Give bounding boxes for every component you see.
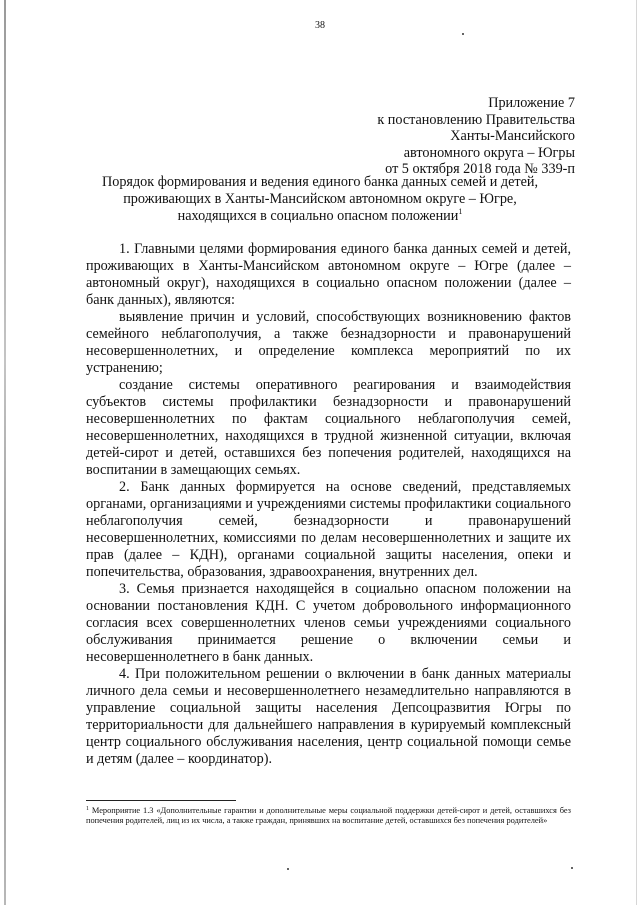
appendix-line: Приложение 7	[488, 95, 575, 111]
footnote-mark: 1	[86, 806, 89, 812]
title-line: проживающих в Ханты-Мансийском автономном округе – Югре,	[123, 191, 517, 207]
paragraph-1: 1. Главными целями формирования единого банка данных семей и детей, проживающих в Ханты-Мансийском автономном округе – Югре (далее – автономный округ), находящихся в социально опасном положении (далее – банк данных), являются:	[86, 241, 571, 308]
scan-edge-right	[636, 0, 637, 905]
appendix-line: от 5 октября 2018 года № 339-п	[385, 161, 575, 178]
appendix-block	[235, 95, 575, 178]
appendix-line: Ханты-Мансийского	[450, 128, 575, 145]
appendix-line: автономного округа – Югры	[403, 144, 575, 161]
paragraph-2: 2. Банк данных формируется на основе сведений, представляемых органами, организациями и учреждениями системы профилактики социального неблагополучия семей, безнадзорности и правонарушений несовершеннолетних, комиссиями по делам несовершеннолетних и защите их прав (далее – КДН), органами социальной защиты населения, опеки и попечительства, образования, здравоохранения, внутренних дел.	[86, 479, 571, 580]
footnote-reference: 1	[458, 207, 463, 216]
footnote-text: Мероприятие 1.3 «Дополнительные гарантии и дополнительные меры социальной поддержки детей-сирот и детей, оставшихся без попечения родителей, лиц из их числа, а также граждан, принявших на воспитание детей, оставшихся без попечения родителей»	[86, 806, 571, 825]
page-number: 38	[315, 20, 325, 31]
appendix-line: к постановлению Правительства	[377, 111, 575, 128]
paragraph-goal-2: создание системы оперативного реагирования и взаимодействия субъектов системы профилактики безнадзорности и правонарушений несовершеннолетних по фактам социального неблагополучия семей, несовершеннолетних, находящихся в трудной жизненной ситуации, включая детей-сирот и детей, оставшихся без попечения родителей, находящихся на воспитании в замещающих семьях.	[86, 377, 571, 478]
footnote-separator	[86, 800, 236, 801]
scan-edge-left	[4, 0, 6, 905]
footnote	[86, 806, 571, 826]
paragraph-3: 3. Семья признается находящейся в социально опасном положении на основании постановления КДН. С учетом добровольного информационного согласия всех совершеннолетних членов семьи учреждениями социального обслуживания принимается решение о включении семьи и несовершеннолетнего в банк данных.	[86, 581, 571, 665]
paragraph-4: 4. При положительном решении о включении в банк данных материалы личного дела семьи и несовершеннолетнего незамедлительно направляются в управление социальной защиты населения Депсоцразвития Югры по территориальности для дальнейшего направления в курируемый комплексный центр социального обслуживания населения, центр социальной помощи семье и детям (далее – координатор).	[86, 666, 571, 767]
scan-speck	[462, 33, 464, 35]
document-title	[70, 174, 570, 225]
scan-speck	[571, 867, 573, 869]
title-line	[70, 208, 570, 225]
scan-speck	[287, 868, 289, 870]
title-line: Порядок формирования и ведения единого банка данных семей и детей,	[101, 174, 539, 190]
document-body	[86, 241, 571, 768]
paragraph-goal-1: выявление причин и условий, способствующих возникновению фактов семейного неблагополучия, а также безнадзорности и правонарушений несовершеннолетних, и определение комплекса мероприятий по их устранению;	[86, 309, 571, 376]
title-line-text: находящихся в социально опасном положении	[177, 208, 459, 224]
